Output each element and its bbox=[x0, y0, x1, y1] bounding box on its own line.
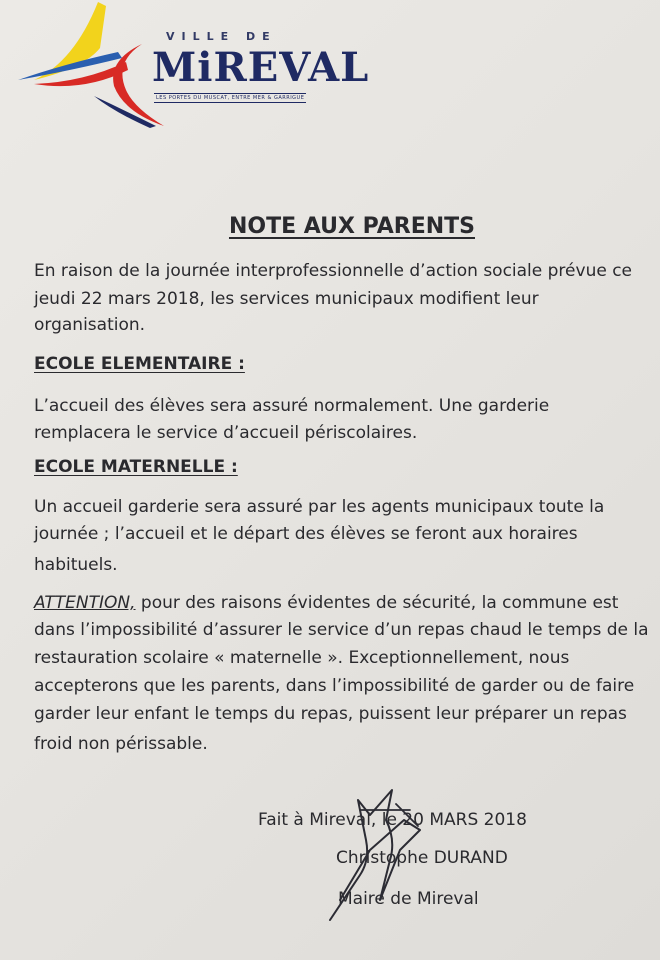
attention-line-3: restauration scolaire « maternelle ». Exceptionnellement, nous bbox=[34, 648, 570, 668]
place-date: Fait à Mireval, le 20 MARS 2018 bbox=[258, 810, 527, 830]
logo-tagline: LES PORTES DU MUSCAT, ENTRE MER & GARRIGUE bbox=[156, 95, 305, 101]
elementaire-line-2: remplacera le service d’accueil périscolaires. bbox=[34, 423, 418, 443]
elementaire-line-1: L’accueil des élèves sera assuré normalement. Une garderie bbox=[34, 396, 550, 416]
attention-line-5: garder leur enfant le temps du repas, puissent leur préparer un repas bbox=[34, 704, 627, 724]
intro-line-1: En raison de la journée interprofessionnelle d’action sociale prévue ce bbox=[34, 261, 633, 281]
page-title: NOTE AUX PARENTS bbox=[228, 214, 475, 239]
logo-ville-text: VILLE DE bbox=[166, 30, 277, 43]
attention-line-1-rest: pour des raisons évidentes de sécurité, la commune est bbox=[135, 593, 619, 613]
mayor-role: Maire de Mireval bbox=[338, 889, 479, 909]
heading-elementaire: ECOLE ELEMENTAIRE : bbox=[34, 354, 245, 374]
mayor-name: Christophe DURAND bbox=[336, 848, 508, 868]
maternelle-line-1: Un accueil garderie sera assuré par les agents municipaux toute la bbox=[34, 497, 605, 517]
attention-label: ATTENTION, bbox=[34, 593, 136, 613]
attention-line-4: accepterons que les parents, dans l’impossibilité de garder ou de faire bbox=[34, 676, 635, 696]
intro-line-2: jeudi 22 mars 2018, les services municipaux modifient leur bbox=[34, 289, 539, 309]
maternelle-line-2: journée ; l’accueil et le départ des élèves se feront aux horaires bbox=[34, 524, 578, 544]
maternelle-line-3: habituels. bbox=[34, 555, 118, 575]
intro-line-3: organisation. bbox=[34, 315, 146, 335]
logo-swoosh-icon bbox=[14, 0, 174, 130]
logo-name-text: MiREVAL bbox=[152, 44, 370, 91]
attention-line-2: dans l’impossibilité d’assurer le service d’un repas chaud le temps de la bbox=[34, 620, 649, 640]
heading-maternelle: ECOLE MATERNELLE : bbox=[34, 457, 238, 477]
mireval-logo bbox=[14, 0, 370, 130]
attention-line-1 bbox=[34, 590, 618, 616]
handwritten-signature-icon bbox=[300, 780, 440, 930]
attention-line-6: froid non périssable. bbox=[34, 734, 208, 754]
